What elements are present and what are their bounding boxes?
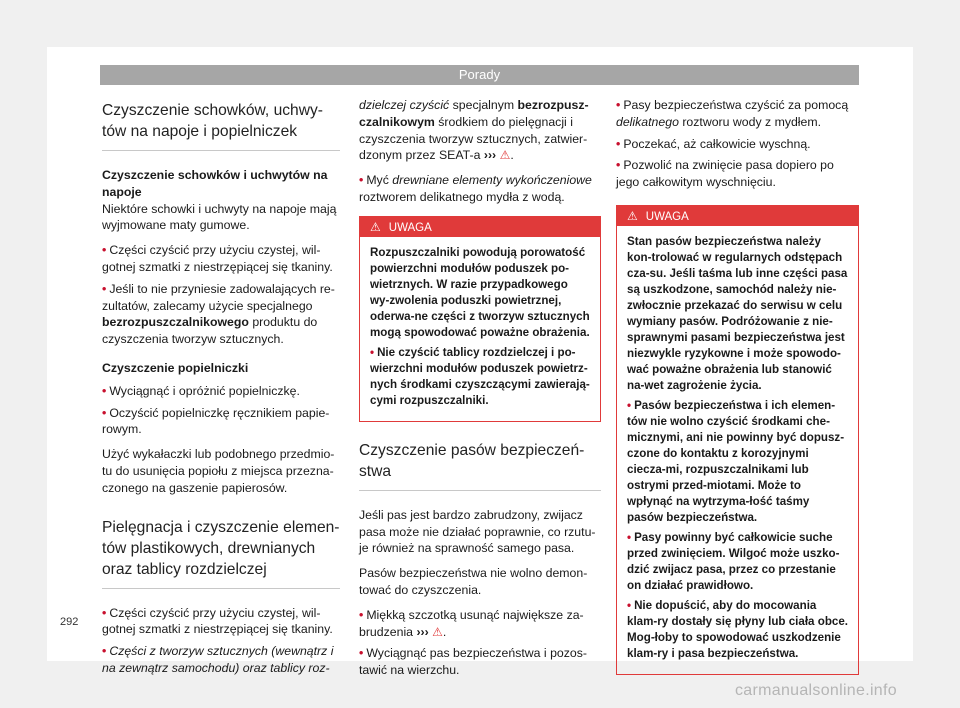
paragraph: Niektóre schowki i uchwyty na napoje mają wyjmowane maty gumowe. [102, 201, 337, 233]
bullet-item: • Pasy powinny być całkowicie suche przed zwinięciem. Wilgoć może uszko-dzić zwijacz pasa, przez co przestanie on działać prawidłowo. [627, 530, 840, 592]
bullet-icon: • [627, 530, 632, 544]
bullet-item: • Pozwolić na zwinięcie pasa dopiero po jego całkowitym wyschnięciu. [616, 158, 834, 190]
bullet-icon: • [359, 607, 364, 622]
paragraph: dzielczej czyścić specjalnym bezrozpusz-czalnikowym środkiem do pielęgnacji i czyszczenia tworzyw sztucznych, zatwier-dzonym przez SEAT-a ››› ⚠. [359, 98, 589, 163]
bullet-icon: • [616, 98, 621, 112]
bullet-item: • Części z tworzyw sztucznych (wewnątrz i na zewnątrz samochodu) oraz tablicy roz- [102, 644, 334, 675]
warning-triangle-icon: ⚠ [627, 208, 638, 223]
bullet-item: • Oczyścić popielniczkę ręcznikiem papie-rowym. [102, 405, 330, 437]
subheading: Czyszczenie schowków i uchwytów na napoje [102, 168, 328, 199]
bullet-icon: • [102, 243, 107, 258]
paragraph: Użyć wykałaczki lub podobnego przedmio-tu do usunięcia popiołu z miejsca przezna-czonego na gaszenie papierosów. [102, 447, 335, 495]
bullet-item: • Pasy bezpieczeństwa czyścić za pomocą delikatnego roztworu wody z mydłem. [616, 98, 849, 129]
warning-header: ⚠ UWAGA [617, 206, 858, 226]
bullet-item: • Części czyścić przy użyciu czystej, wil-gotnej szmatki z niestrzępiącej się tkaniny. [102, 243, 333, 274]
warning-triangle-icon: ⚠ [432, 624, 443, 639]
bullet-item: • Miękką szczotką usunąć największe za-brudzenia ››› ⚠. [359, 607, 584, 639]
bullet-icon: • [370, 345, 375, 359]
warning-box [359, 216, 601, 422]
column-1 [102, 100, 340, 682]
bullet-icon: • [627, 398, 632, 412]
section-title: Pielęgnacja i czyszczenie elemen-tów plastikowych, drewnianych oraz tablicy rozdzielczej [102, 517, 340, 589]
bullet-item: • Wyciągnąć i opróżnić popielniczkę. [102, 383, 300, 398]
warning-header: ⚠ UWAGA [360, 217, 600, 237]
bullet-icon: • [359, 646, 364, 661]
cross-ref-arrows: ››› [416, 624, 429, 639]
bullet-icon: • [616, 158, 621, 173]
bullet-icon: • [359, 173, 364, 188]
section-title: Czyszczenie pasów bezpieczeń-stwa [359, 440, 601, 491]
bullet-item: • Poczekać, aż całkowicie wyschną. [616, 136, 811, 151]
bullet-icon: • [102, 644, 107, 659]
subheading: Czyszczenie popielniczki [102, 360, 249, 375]
section-title: Czyszczenie schowków, uchwy-tów na napoje i popielniczek [102, 100, 340, 151]
paragraph: Jeśli pas jest bardzo zabrudzony, zwijacz pasa może nie działać poprawnie, co rzutu-je również na sprawność samego pasa. [359, 507, 596, 556]
bullet-item: • Części czyścić przy użyciu czystej, wil-gotnej szmatki z niestrzępiącej się tkaniny. [102, 605, 333, 637]
bullet-item: • Nie dopuścić, aby do mocowania klam-ry dostały się płyny lub ciała obce. Mog-łoby to spowodować uszkodzenie klam-ry i pasa bezpieczeństwa. [627, 598, 849, 660]
bullet-item: • Nie czyścić tablicy rozdzielczej i po-wierzchni modułów poduszek powietrz-nych środkami czyszczącymi zawierają-cymi rozpuszczalniki. [370, 345, 590, 407]
column-3 [616, 97, 859, 689]
bullet-icon: • [102, 281, 107, 296]
bullet-item: • Myć drewniane elementy wykończeniowe roztworem delikatnego mydła z wodą. [359, 173, 592, 204]
warning-body: Rozpuszczalniki powodują porowatość powierzchni modułów poduszek po-wietrznych. W razie przypadkowego wy-zwolenia poduszki powietrznej, oderwa-ne części z tworzyw sztucznych mogą spowodować poważne obrażenia. • Nie czyścić tablicy rozdzielczej i po-wierzchni modułów poduszek powietrz-nych środkami czyszczącymi zawierają-cymi rozpuszczalniki. [370, 245, 590, 407]
bullet-icon: • [627, 598, 632, 612]
page-header: Porady [100, 65, 859, 85]
warning-box [616, 205, 859, 675]
bullet-icon: • [102, 605, 107, 620]
bullet-icon: • [102, 383, 107, 398]
watermark: carmanualsonline.info [735, 682, 897, 699]
cross-ref-arrows: ››› [483, 148, 497, 163]
warning-triangle-icon: ⚠ [370, 219, 381, 234]
bullet-icon: • [616, 136, 621, 151]
bullet-item: • Pasów bezpieczeństwa i ich elemen-tów nie wolno czyścić środkami che-micznymi, ani nie powinny być dopusz-czone do kontaktu z korozyjnymi ciecza-mi, rozpuszczalnikami lub ostrymi przed-miotami. Może to wpłynąć na wytrzyma-łość taśmy pasów bezpieczeństwa. [627, 398, 845, 524]
warning-body: Stan pasów bezpieczeństwa należy kon-trolować w regularnych odstępach cza-su. Jeśli taśma lub inne części pasa są uszkodzone, samochód należy nie-zwłocznie przekazać do serwisu w celu wymiany pasów. Podróżowanie z nie-sprawnymi pasami bezpieczeństwa jest niezwykle ryzykowne i może spowodo-wać poważne obrażenia lub stanowić na-wet zagrożenie życia. • Pasów bezpieczeństwa i ich elemen-tów nie wolno czyścić środkami che-micznymi, ani nie powinny być dopusz-czone do kontaktu z korozyjnymi ciecza-mi, rozpuszczalnikami lub ostrymi przed-miotami. Może to wpłynąć na wytrzyma-łość taśmy pasów bezpieczeństwa. • Pasy powinny być całkowicie suche przed zwinięciem. Wilgoć może uszko-dzić zwijacz pasa, przez co przestanie on działać prawidłowo. • Nie dopuścić, aby do mocowania klam-ry dostały się płyny lub ciała obce. Mog-łoby to spowodować uszkodzenie klam-ry i pasa bezpieczeństwa. [627, 234, 849, 660]
column-2 [359, 97, 601, 684]
bullet-item: • Jeśli to nie przyniesie zadowalających re-zultatów, zalecamy użycie specjalnego bezrozpuszczalnikowego produktu do czyszczenia tworzyw sztucznych. [102, 281, 335, 347]
bullet-icon: • [102, 405, 107, 420]
warning-triangle-icon: ⚠ [499, 148, 511, 163]
page-number: 292 [60, 616, 79, 628]
bullet-item: • Wyciągnąć pas bezpieczeństwa i pozos-tawić na wierzchu. [359, 646, 587, 678]
paragraph: Pasów bezpieczeństwa nie wolno demon-tować do czyszczenia. [359, 566, 588, 597]
